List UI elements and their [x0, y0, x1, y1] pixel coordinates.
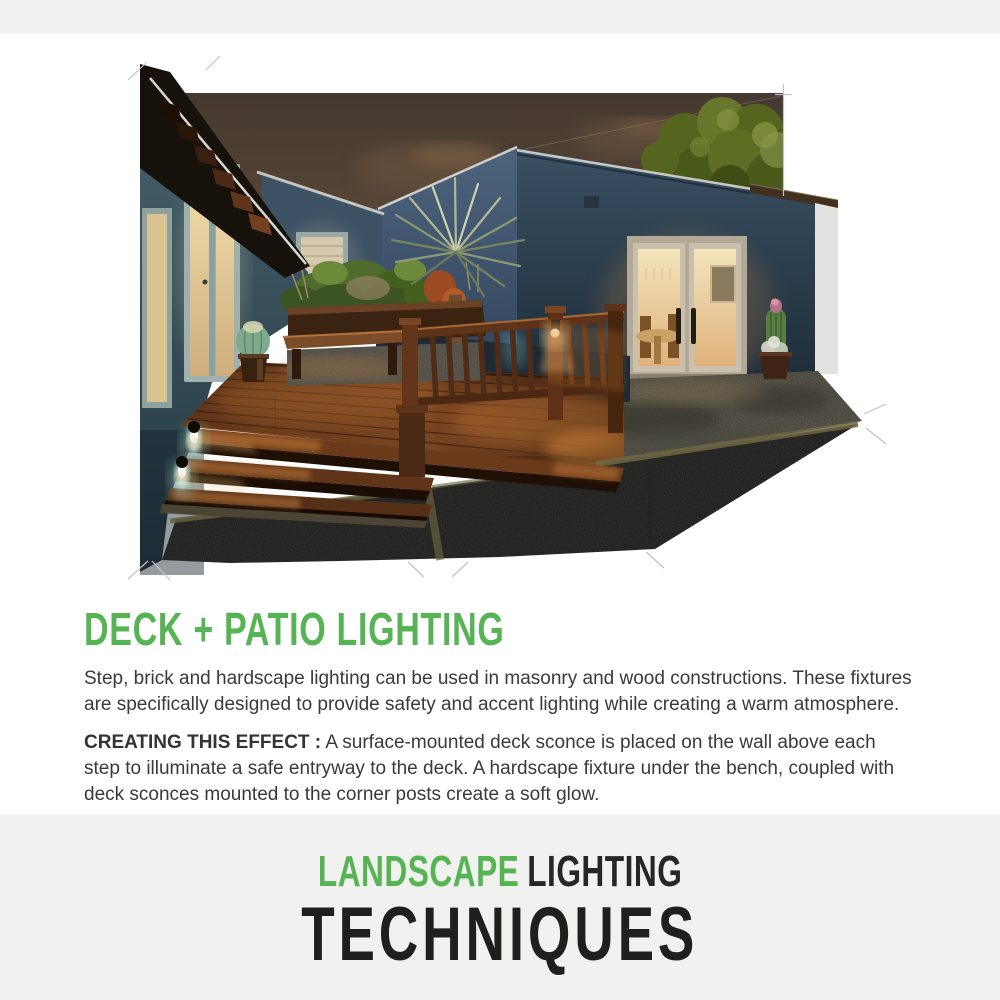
intro-paragraph: Step, brick and hardscape lighting can be used in masonry and wood constructions. These fixtures are specifically designed to provide safety and accent lighting while creating a warm atmosphere.: [84, 668, 912, 715]
footer-word-lighting: LIGHTING: [527, 847, 683, 896]
window-handle: [203, 280, 208, 285]
newel-post: [399, 409, 425, 477]
section-title: [84, 603, 916, 655]
door-handle: [691, 308, 696, 344]
footer-band: [0, 814, 1000, 1000]
door-light-spill: [615, 379, 765, 405]
footer-title-text: TECHNIQUES: [301, 892, 699, 977]
picture-frame: [711, 266, 735, 302]
wall-vent: [584, 196, 599, 208]
footer-title: [0, 892, 1000, 977]
section-title-text: DECK + PATIO LIGHTING: [84, 603, 505, 655]
footer-series-line: [0, 847, 1000, 896]
effect-label: CREATING THIS EFFECT :: [84, 732, 322, 753]
side-wall-return: [815, 203, 838, 374]
content-section: [84, 603, 916, 820]
cactus-pot: [760, 356, 790, 379]
effect-paragraph: [84, 730, 916, 808]
door-handle: [676, 308, 681, 344]
footer-word-landscape: LANDSCAPE: [317, 847, 520, 896]
effect-text: A surface-mounted deck sconce is placed on the wall above each step to illuminate a safe entryway to the deck. A hardscape fixture under the bench, coupled with deck sconces mounted to the corner posts create a soft glow.: [84, 732, 895, 805]
